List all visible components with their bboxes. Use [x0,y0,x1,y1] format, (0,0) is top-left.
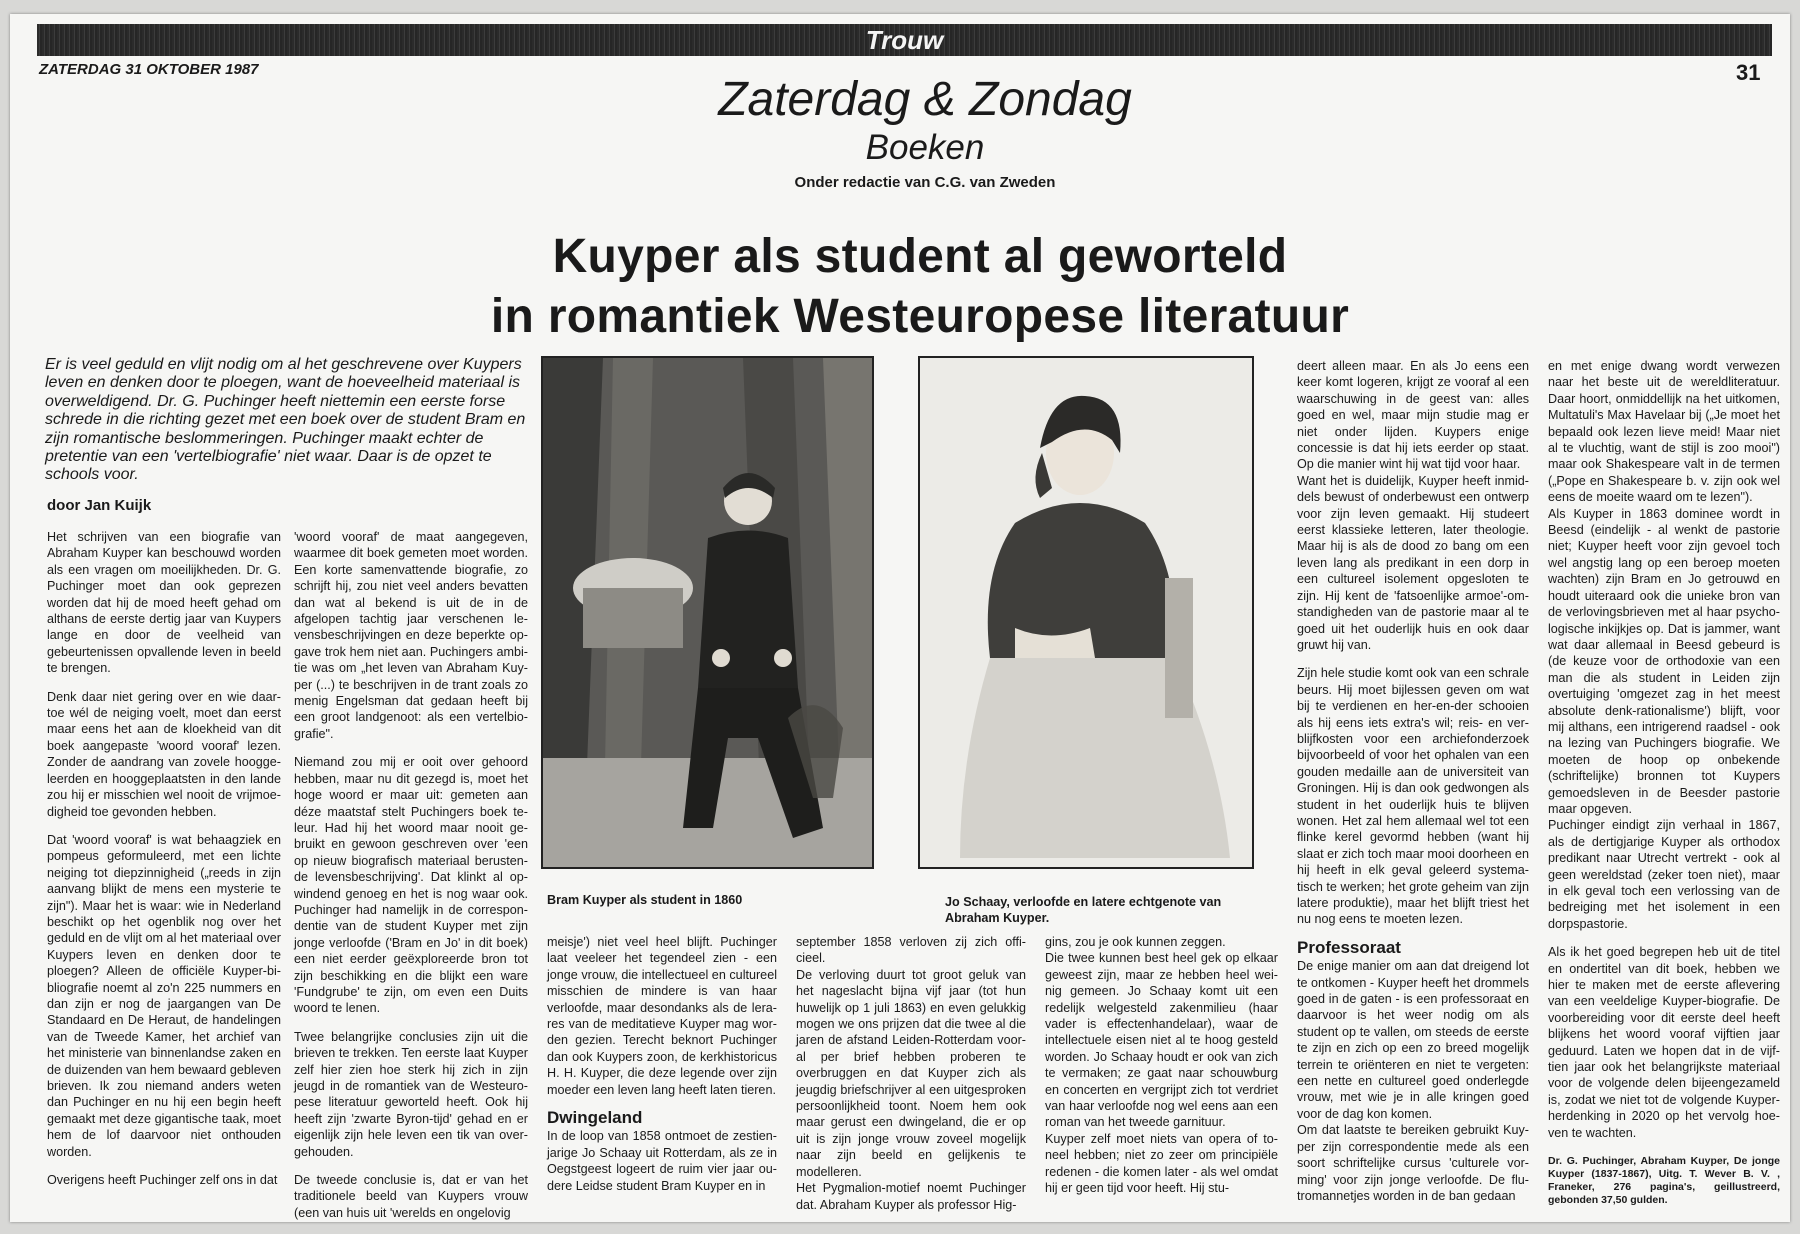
column-2 [294,529,528,1222]
paragraph: Twee belangrijke conclusies zijn uit die brieven te trekken. Ten eerste laat Kuyper zelf hier zien hoe sterk hij zich in zijn jeugd in de romantiek van de Westeuropese literatuur geworteld heeft. Ook hij heeft zijn 'zwarte Byron-tijd' gehad en er eigenlijk zijn hele leven een tik van overgehouden. [294,1029,528,1159]
paragraph: gins, zou je ook kunnen zeggen. [1045,935,1226,949]
paragraph: Om dat laatste te bereiken gebruikt Kuyper zijn correspondentie mede als een soort schriftelijke cursus 'culturele vorming' voor zijn jonge verloofde. De flutromannetjes worden in de ban gedaan [1297,1123,1529,1203]
paragraph: Niemand zou mij er ooit over gehoord hebben, maar nu dit gezegd is, moet het hoge woord er maar uit: gemeten aan déze maatstaf stelt Puchingers boek teleur. Had hij het woord maar nooit gebruikt en gewoon geschreven over 'een op nieuw biografisch materiaal berustende levensbeschrijving'. Dat klinkt al opwindend genoeg en het is nog waar ook. Puchinger had namelijk in de correspondentie van de student Kuyper met zijn jonge verloofde ('Bram en Jo' in dit boek) een niet eerder geëxploreerde bron tot zijn beschikking en die blijkt een ware 'Fundgrube' te zijn, om even een Duits woord te lenen. [294,755,528,1016]
photo-jo-schaay [918,356,1254,869]
article-headline [370,227,1470,347]
dateline: ZATERDAG 31 OKTOBER 1987 [39,61,259,78]
paragraph: 'woord vooraf' de maat aangegeven, waarmee dit boek gemeten moet worden. Een korte samenvattende biografie, zo schrijft hij, zou niet veel anders bevatten dan wat al bekend is uit de in de afgelopen tachtig jaar verschenen levensbeschrijvingen en deze beperkte opgave trok hem niet aan. Puchingers ambitie was om „het leven van Abraham Kuyper (...) te beschrijven in de trant zoals zo menig Engelsman dat gedaan heeft bij een groot landgenoot: als een vertelbiografie". [294,530,528,741]
page-number: 31 [1736,60,1761,85]
portrait-woman-illustration [920,358,1252,867]
paragraph: Die twee kunnen best heel gek op elkaar geweest zijn, maar ze hebben heel weinig gemeen. Jo Schaay komt uit een redelijk welgesteld zakenmilieu (haar vader is effectenhandelaar), waar de intellectuele eisen niet al te hoog gesteld worden. Jo Schaay houdt er ook van zich te vermaken; ze gaat naar schouwburg en concerten en vergrijpt zich tot verdriet van haar verloofde nog wel eens aan een roman van het tweede garnituur. [1045,951,1278,1130]
column-6 [1297,358,1529,1216]
paragraph: deert alleen maar. En als Jo eens een keer komt logeren, krijgt ze vooraf al een waarschuwing in de geest van: alles goed en wel, maar mijn studie mag er niet onder lijden. Kuypers enige concessie is dat hij iets eerder op staat. Op die manier wint hij wat tijd voor haar. [1297,359,1529,472]
masthead-bar [37,24,1772,56]
paragraph: Het Pygmalion-motief noemt Puchinger dat. Abraham Kuyper als professor Hig- [796,1181,1026,1212]
paragraph: september 1858 verloven zij zich officieel. [796,935,1026,966]
byline: door Jan Kuijk [47,497,152,514]
headline-line-2: in romantiek Westeuropese literatuur [490,290,1350,343]
section-subtitle: Boeken [865,128,985,167]
section-title: Zaterdag & Zondag [718,73,1132,126]
book-credit: Dr. G. Puchinger, Abraham Kuyper, De jonge Kuyper (1837-1867), Uitg. T. Wever B. V. , Franeker, 276 pagina's, geillustreerd, gebonden 37,50 gulden. [1548,1155,1780,1207]
article-intro: Er is veel geduld en vlijt nodig om al het geschrevene over Kuypers leven en denken door te ploegen, want de hoeveelheid materiaal is overweldigend. Dr. G. Puchinger heeft niettemin een eerste forse schrede in die richting gezet met een boek over de student Bram en zijn romantische beslommeringen. Puchinger maakt echter de pretentie van een 'vertelbiografie' niet waar. Daar is de opzet te schools voor. [45,356,526,484]
newspaper-page [10,14,1790,1222]
column-3 [547,934,777,1206]
paragraph: Denk daar niet gering over en wie daartoe wél de neiging voelt, moet dan eerst maar eens het aan de kloekheid van dit boek aangepaste 'woord vooraf' lezen. Zonder de aandrang van zovele hooggeleerden en hooggeplaatsten in den lande zou hij er misschien wel nooit de vrijmoedigheid toe gevonden hebben. [47,689,281,819]
photo-caption-1: Bram Kuyper als student in 1860 [547,893,743,907]
column-4 [796,934,1026,1222]
paragraph: Als Kuyper in 1863 dominee wordt in Beesd (eindelijk - al wenkt de pastorie niet; Kuyper heeft voor zijn gevoel toch wel angstig lang op een beroep moeten wachten) zijn Bram en Jo getrouwd en houdt uiteraard ook die unieke bron van de verlovingsbrieven met al haar psychologische inkijkjes op. Dat is jammer, want wat daar allemaal in Beesd gebeurd is (de keuze voor de orthodoxie van een man die als student in Leiden zijn overtuiging 'omgezet zag in het meest absolute denk-rationalisme') blijft, voor mij althans, een intrigerend raadsel - ook na lezing van Puchingers biografie. We moeten de hoop op onbekende (schriftelijke) bronnen tot Kuypers gemoedsleven in de Beesder pastorie maar opgeven. [1548,506,1780,816]
paragraph: Overigens heeft Puchinger zelf ons in dat [47,1173,278,1188]
paragraph: Als ik het goed begrepen heb uit de titel en ondertitel van dit boek, hebben we hier te maken met de eerste aflevering van een veeldelige Kuyper-biografie. De voorbereiding voor dit eerste deel heeft blijkens het woord vooraf vijftien jaar geduurd. Laten we hopen dat in de vijftien jaar ook het belangrijkste materiaal voor de volgende delen bijeengezameld is, zodat we niet tot de volgende Kuyperherdenking in 2020 op het vervolg hoeven te wachten. [1548,945,1780,1140]
paragraph: en met enige dwang wordt verwezen naar het beste uit de wereldliteratuur. Daar hoort, onmiddellijk na het uitkomen, Multatuli's Max Havelaar bij („Je moet het bepaald ook lezen lieve meid! Maar niet al te vluchtig, want de stijl is zoo mooi") maar ook Shakespeare valt in de termen („Pope en Shakespeare b. v. zijn ook wel eens de moeite waard om te lezen"). [1548,359,1780,505]
photo-caption-2: Jo Schaay, verloofde en latere echtgenote van Abraham Kuyper. [945,895,1222,925]
editor-line: Onder redactie van C.G. van Zweden [794,174,1056,191]
subheading-dwingeland: Dwingeland [547,1108,643,1128]
paragraph: meisje') niet veel heel blijft. Puchinger laat veeleer het tegendeel zien - een jonge vrouw, die intellectueel en cultureel misschien de mindere is van haar verloofde, maar desondanks als de lerares van de meditatieve Kuyper mag worden gezien. Terecht beknort Puchinger dan ook Kuypers zoon, de kerkhistoricus H. H. Kuyper, die deze legende over zijn moeder een leven lang heeft laten tieren. [547,935,777,1097]
paragraph: Puchinger eindigt zijn verhaal in 1867, als de dertigjarige Kuyper als orthodox predikant naar Utrecht vertrekt - ook al geen wereldstad (zeker toen niet), maar in elk geval toch een verlossing van de bedreiging met het isolement in een dorpspastorie. [1548,818,1780,931]
paragraph: In de loop van 1858 ontmoet de zestienjarige Jo Schaay uit Rotterdam, als ze in Oegstgeest logeert de ruim vier jaar oudere Leidse student Bram Kuyper en in [547,1129,777,1193]
subheading-professoraat: Professoraat [1297,937,1401,957]
portrait-man-illustration [543,358,872,867]
paragraph: De enige manier om aan dat dreigend lot te ontkomen - Kuyper heeft het drommels goed in de gaten - is een professoraat en daarvoor is het weer nodig om als student op te vallen, om steeds de eerste te zijn en zich op een zo breed mogelijk terrein te oriënteren en niet te vergeten: een nette en cultureel goed onderlegde vrouw, met wie je in alle kringen goed voor de dag kon komen. [1297,959,1529,1121]
column-5 [1045,934,1278,1209]
paragraph: Want het is duidelijk, Kuyper heeft inmiddels bewust of onderbewust een ontwerp voor zijn leven gemaakt. Hij studeert eerst klassieke letteren, later theologie. Maar hij is als de dood zo bang om een leven lang als predikant in een dorp in een cultureel isolement opgesloten te zijn. Hij kent de 'fatsoenlijke armoe'-omstandigheden van de pastorie maar al te goed uit het ouderlijk huis en ook daar gruwt hij van. [1297,473,1529,652]
paragraph: Kuyper zelf moet niets van opera of toneel hebben; niet zo zeer om principiële redenen - die komen later - als wel omdat hij er geen tijd voor heeft. Hij stu- [1045,1131,1278,1196]
photo-bram-kuyper [541,356,874,869]
headline-line-1: Kuyper als student al geworteld [552,230,1288,283]
paragraph: Het schrijven van een biografie van Abraham Kuyper kan beschouwd worden als een vragen om moeilijkheden. Dr. G. Puchinger moet dan ook geprezen worden dat hij de moed heeft gehad om althans de eerste dertig jaar van Kuypers lange en door de veelheid van gebeurtenissen opvallende leven in beeld te brengen. [47,530,281,676]
paragraph: De tweede conclusie is, dat er van het traditionele beeld van Kuypers vrouw (een van huis uit 'werelds en ongelovig [294,1173,528,1220]
paragraph: De verloving duurt tot groot geluk van het nageslacht bijna vijf jaar (tot hun huwelijk op 1 juli 1863) en even gelukkig mogen we ons prijzen dat die twee al die jaren de afstand Leiden-Rotterdam vooral per brief hebben proberen te overbruggen en dat Kuyper zich als jeugdig briefschrijver al een uitgesproken persoonlijkheid toont. Noem hem ook maar gerust een dwingeland, die er op uit is zijn jonge vrouw zoveel mogelijk naar zijn beeld en gelijkenis te modelleren. [796,967,1026,1179]
column-1 [47,529,281,1200]
paragraph: Zijn hele studie komt ook van een schrale beurs. Hij moet bijlessen geven om wat bij te verdienen en her-en-der schooien als hij eens iets extra's wil; reis- en verblijfkosten voor een archiefonderzoek bijvoorbeeld of voor het ophalen van een gouden medaille aan de universiteit van Groningen. Hij is dan ook gedwongen als student in het ouderlijk huis te blijven wonen. Het zal hem allemaal wel tot een flinke kerel gevormd hebben (want hij slaat er zich toch maar mooi doorheen en hij heeft in elk geval geleerd systematisch te werken; het grote geheim van zijn latere produktie), maar het blijft triest het nu nog eens te moeten lezen. [1297,666,1529,927]
column-7 [1548,358,1780,1207]
newspaper-name: Trouw [865,25,944,55]
paragraph: Dat 'woord vooraf' is wat behaagziek en pompeus geformuleerd, met een lichte neiging tot diepzinnigheid („reeds in zijn aanvang blijkt de mens een mysterie te zijn"). Maar het is waar: wie in Nederland beschikt op het ogenblik nog over het geduld en de vlijt om al het materiaal over Kuypers leven en denken door te ploegen? Alleen de officiële Kuyper-bibliografie noemt al zo'n 225 nummers en dan zijn er nog de jaargangen van De Standaard en De Heraut, de handelingen van de Tweede Kamer, het archief van het ministerie van binnenlandse zaken en de duizenden van hem bewaard gebleven brieven. Ik zou niemand anders weten dan Puchinger en nu hij een begin heeft gemaakt met deze gigantische taak, moet hem de lof daarvoor niet onthouden worden. [47,832,281,1159]
